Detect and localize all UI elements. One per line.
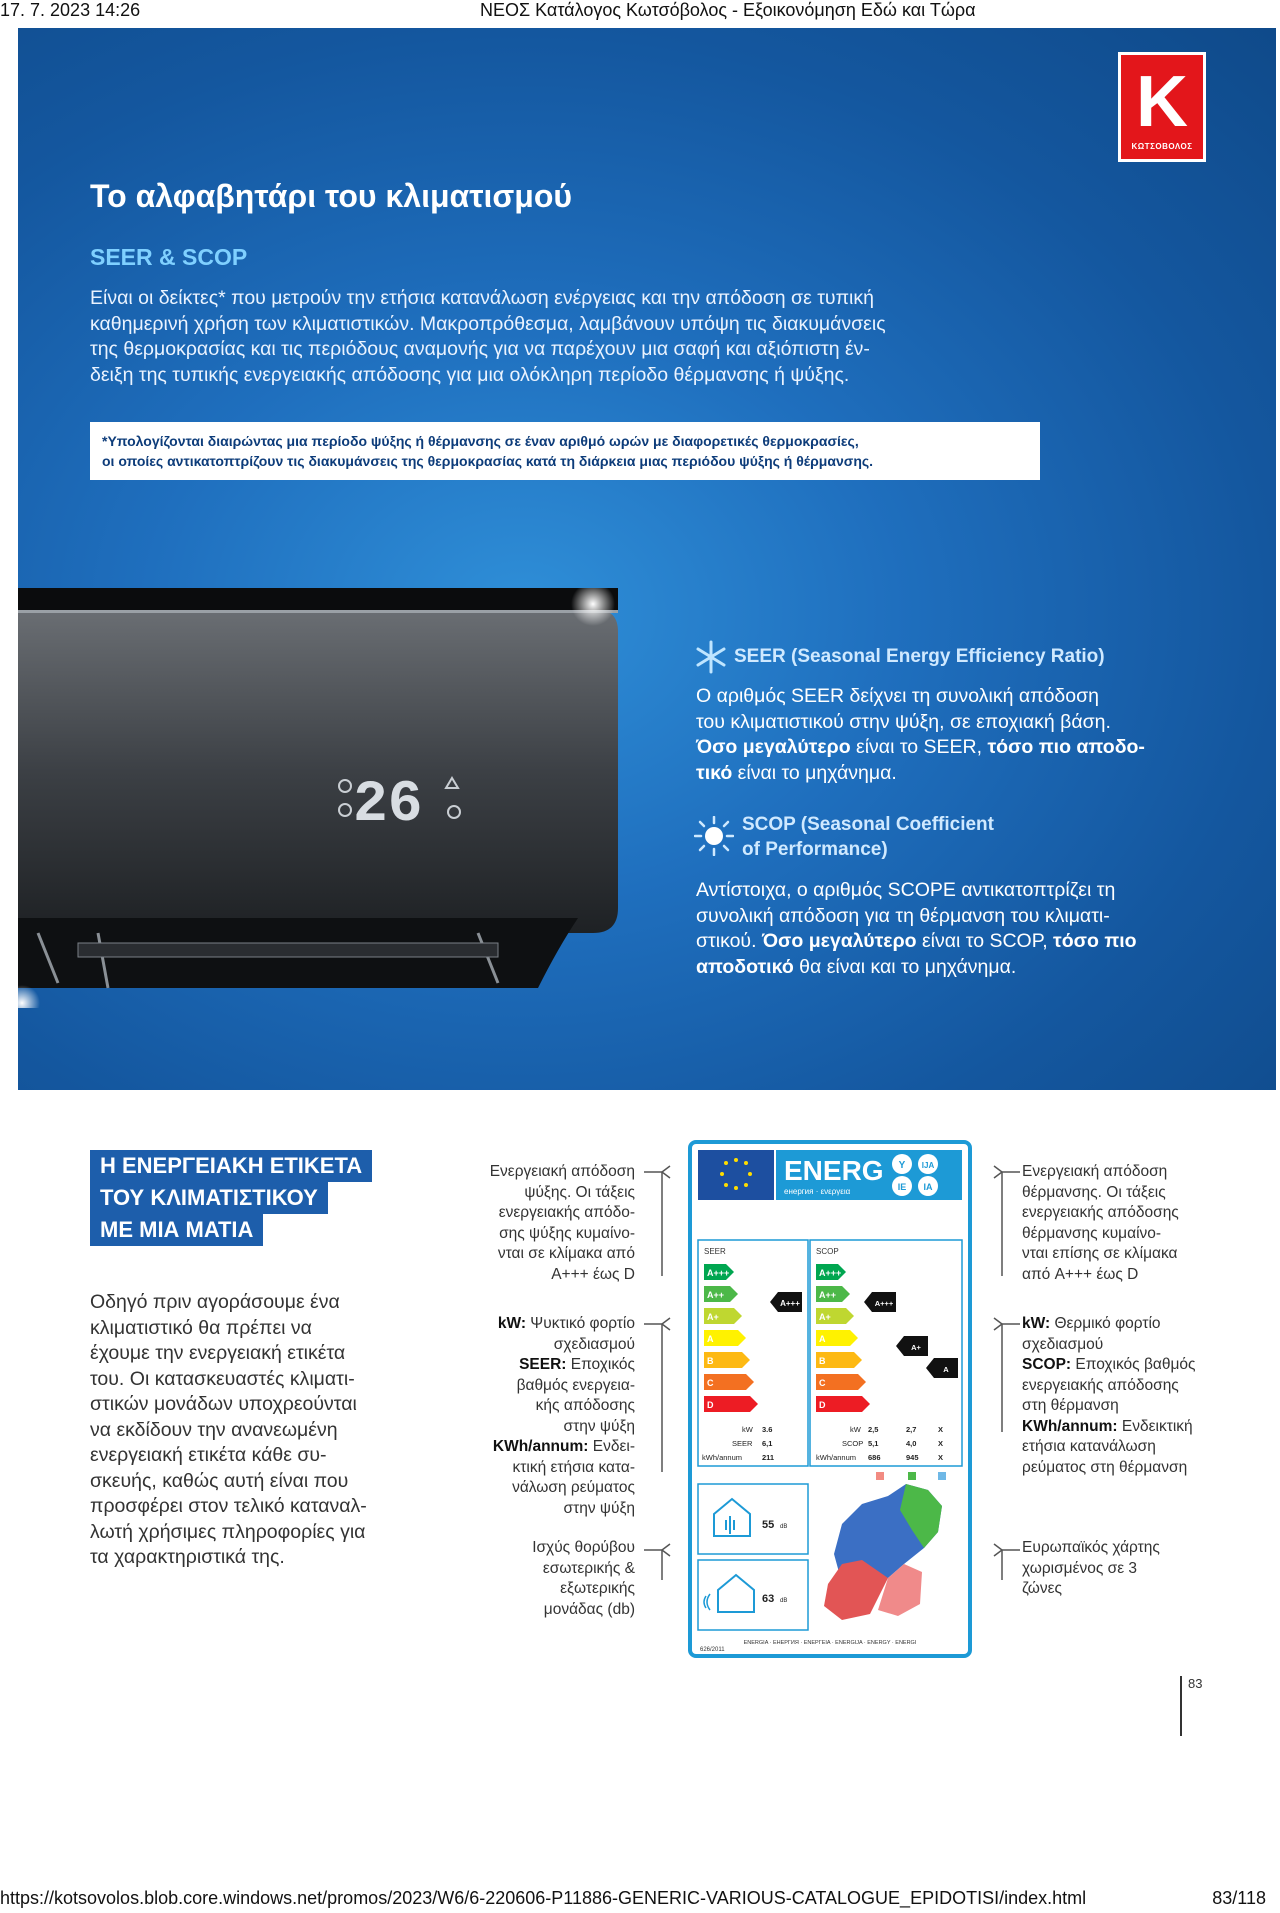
logo-brand: ΚΩΤΣΟΒΟΛΟΣ — [1131, 142, 1193, 151]
ann-line — [1022, 1314, 1227, 1335]
seer-class-label: A+++ — [707, 1268, 730, 1278]
ann-line: εξωτερικής — [560, 1580, 635, 1597]
intro-line: στικών μονάδων υποχρεούνται — [90, 1393, 357, 1415]
annotation-heating-class — [1022, 1162, 1227, 1285]
seer-kwh: 211 — [762, 1453, 775, 1462]
ann-text: Ενδεικτική — [1117, 1417, 1193, 1435]
annotation-cooling-values — [470, 1314, 635, 1519]
ann-line: ψύξης. Οι τάξεις — [524, 1183, 635, 1201]
badge: IA — [923, 1182, 933, 1192]
ann-line: νάλωση ρεύματος — [512, 1479, 635, 1496]
scop-scop: X — [938, 1439, 944, 1448]
ann-line: στην ψύξη — [563, 1417, 635, 1435]
sun-icon — [694, 816, 734, 856]
ann-bold: kW: — [497, 1315, 526, 1332]
badge: IE — [897, 1182, 907, 1192]
hero-body-line: της θερμοκρασίας και τις περιόδους αναμονής για να παρέχουν μια σαφή και αξιόπιστη έν- — [90, 338, 870, 360]
scop-bold: τόσο πιο — [1053, 930, 1137, 952]
print-datetime: 17. 7. 2023 14:26 — [0, 0, 141, 20]
seer-kw-label: kW — [742, 1425, 753, 1434]
seer-class-label: A+ — [707, 1312, 719, 1322]
scop-class-label: A++ — [819, 1290, 837, 1300]
scop-bold: αποδοτικό — [696, 955, 794, 978]
sound-waves-icon — [704, 1594, 710, 1610]
heading-line: ΤΟΥ ΚΛΙΜΑΤΙΣΤΙΚΟΥ — [90, 1182, 328, 1214]
seer-seer-label: SEER — [732, 1439, 753, 1448]
right-annotation-brackets — [984, 1160, 1024, 1580]
snowflake-icon — [694, 640, 728, 674]
scop-values — [816, 1425, 943, 1462]
ann-bold: KWh/annum: — [1022, 1417, 1118, 1435]
energy-label-intro — [90, 1290, 440, 1571]
ann-line: εσωτερικής & — [542, 1559, 635, 1577]
seer-body-line — [696, 761, 1196, 787]
seer-body-line: Ο αριθμός SEER δείχνει τη συνολική απόδοση — [696, 685, 1099, 707]
page-number: 83 — [1188, 1676, 1203, 1691]
energ-sub: енергия · ενεργεια — [784, 1187, 851, 1196]
indoor-db: 55 — [762, 1519, 775, 1531]
ann-line: από A+++ έως D — [1022, 1265, 1139, 1283]
scop-bold: Όσο μεγαλύτερο — [761, 930, 917, 952]
ann-line: ενεργειακής απόδο- — [498, 1204, 635, 1221]
seer-body — [696, 684, 1196, 786]
indoor-house-icon — [714, 1499, 750, 1536]
hero-body-line: δειξη της τυπικής ενεργειακής απόδοσης για μια ολόκληρη περίοδο θέρμανσης ή ψύξης. — [90, 363, 850, 386]
scop-body-line: συνολική απόδοση για τη θέρμανση του κλιματι- — [696, 904, 1110, 927]
ann-line: κής απόδοσης — [535, 1397, 635, 1414]
print-title: ΝΕΟΣ Κατάλογος Κωτσόβολος - Εξοικονόμηση Εδώ και Τώρα — [480, 0, 976, 20]
intro-line: σκευής, καθώς αυτή είναι που — [90, 1469, 349, 1492]
speaker-icon — [726, 1516, 734, 1534]
ann-line: A+++ έως D — [551, 1265, 635, 1283]
ann-line: σχεδιασμού — [553, 1335, 635, 1353]
scop-body-line: Αντίστοιχα, ο αριθμός SCOPE αντικατοπτρίζει τη — [696, 879, 1116, 901]
seer-heading: SEER (Seasonal Energy Efficiency Ratio) — [734, 646, 1105, 667]
ann-bold: KWh/annum: — [492, 1438, 589, 1455]
ann-line: κτική ετήσια κατα- — [512, 1458, 635, 1476]
scop-kwh: 686 — [868, 1453, 881, 1462]
seer-class-label: C — [707, 1378, 714, 1388]
ann-line — [1022, 1355, 1227, 1376]
left-annotation-brackets — [640, 1160, 680, 1580]
seer-rating: A+++ — [780, 1299, 800, 1308]
scop-class-label: C — [819, 1378, 826, 1388]
ann-line: σχεδιασμού — [1022, 1335, 1104, 1353]
outdoor-house-icon — [718, 1575, 754, 1612]
scop-rating-arrow — [926, 1358, 958, 1378]
ann-line: νται σε κλίμακα από — [497, 1245, 635, 1262]
ann-line: χωρισμένος σε 3 — [1022, 1559, 1138, 1577]
seer-class-label: A++ — [707, 1290, 725, 1300]
ann-line: σης ψύξης κυμαίνο- — [499, 1224, 635, 1242]
scop-kwh: X — [938, 1453, 944, 1462]
scop-class-label: A+ — [819, 1312, 831, 1322]
seer-body-line — [696, 735, 1196, 761]
scop-kwh-label: kWh/annum — [816, 1453, 857, 1462]
intro-line: προσφέρει στον τελικό καταναλ- — [90, 1495, 367, 1517]
hero-title: Το αλφαβητάρι του κλιματισμού — [90, 178, 573, 214]
scop-body-line — [696, 955, 1206, 981]
seer-body-line: του κλιματιστικού στην ψύξη, σε εποχιακή βάση. — [696, 710, 1111, 733]
scop-class-scale — [816, 1264, 870, 1412]
ann-line: νται επίσης σε κλίμακα — [1022, 1245, 1178, 1262]
intro-line: κλιματιστικό θα πρέπει να — [90, 1316, 312, 1339]
scop-text: θα είναι και το μηχάνημα. — [793, 955, 1017, 978]
scop-kw: 2,7 — [906, 1425, 917, 1434]
footnote-line: οι οποίες αντικατοπτρίζουν τις διακυμάνσεις της θερμοκρασίας κατά τη διάρκεια μιας περιόδου ψύξης ή θέρμανσης. — [102, 453, 874, 469]
badge: IJA — [921, 1161, 935, 1170]
eu-climate-map — [824, 1484, 942, 1620]
db-unit: dB — [780, 1524, 788, 1530]
ann-line: ενεργειακής απόδοσης — [1022, 1376, 1179, 1394]
scop-kwh: 945 — [906, 1453, 919, 1462]
seer-tag: SEER — [704, 1247, 726, 1256]
seer-bold: Όσο μεγαλύτερο — [696, 736, 851, 758]
ann-line: Ισχύς θορύβου — [532, 1539, 635, 1556]
ann-line — [470, 1437, 635, 1458]
scop-kw-label: kW — [850, 1425, 861, 1434]
ann-text: Ενδει- — [588, 1438, 635, 1455]
intro-line: έχουμε την ενεργειακή ετικέτα — [90, 1342, 346, 1364]
ann-text: Εποχικός — [566, 1356, 635, 1373]
seer-kwh-label: kWh/annum — [702, 1453, 743, 1462]
ac-display-temperature: 26 — [353, 773, 423, 838]
annotation-cooling-class — [470, 1162, 635, 1285]
regulation-number: 626/2011 — [700, 1647, 725, 1653]
outdoor-db: 63 — [762, 1593, 775, 1605]
ann-bold: SEER: — [519, 1356, 567, 1373]
heading-line: ΜΕ ΜΙΑ ΜΑΤΙΑ — [90, 1214, 263, 1246]
scop-heading — [742, 812, 994, 862]
intro-line: να εκδίδουν την ανανεωμένη — [90, 1418, 338, 1441]
energy-label — [688, 1140, 972, 1658]
ann-line: Ενεργειακή απόδοση — [489, 1163, 635, 1180]
annotation-noise — [470, 1538, 635, 1620]
scop-heading-line: SCOP (Seasonal Coefficient — [742, 814, 994, 835]
intro-line: τα χαρακτηριστικά της. — [90, 1546, 285, 1568]
label-footer-words: ENERGIA · ЕНЕРГИЯ · ΕΝΕΡΓΕΙΑ · ENERGIJA · ENERGY · ENERGI — [743, 1640, 917, 1646]
heading-line: Η ΕΝΕΡΓΕΙΑΚΗ ΕΤΙΚΕΤΑ — [90, 1150, 372, 1182]
annotation-eu-map — [1022, 1538, 1227, 1600]
hero-body-line: καθημερινή χρήση των κλιματιστικών. Μακροπρόθεσμα, λαμβάνουν υπόψη τις διακυμάνσεις — [90, 312, 886, 335]
intro-line: λωτή χρήσιμες πληροφορίες για — [90, 1520, 366, 1543]
page-number-rule — [1180, 1676, 1182, 1736]
scop-scop: 4,0 — [906, 1439, 917, 1448]
ann-bold: kW: — [1022, 1315, 1051, 1332]
annotation-heating-values — [1022, 1314, 1227, 1478]
ann-line: βαθμός ενεργεια- — [516, 1376, 635, 1394]
air-conditioner-illustration — [18, 588, 618, 1008]
scop-rating: A+++ — [874, 1299, 894, 1308]
ann-line: μονάδας (db) — [543, 1600, 635, 1618]
scop-class-label: A+++ — [819, 1268, 842, 1278]
seer-text: είναι το SEER, — [850, 736, 988, 758]
scop-heading-line: of Performance) — [742, 839, 888, 860]
seer-values — [702, 1425, 774, 1462]
seer-class-label: D — [707, 1400, 714, 1410]
scop-rating: A — [943, 1365, 949, 1374]
footnote-box — [90, 422, 1040, 480]
scop-scop: 5,1 — [868, 1439, 879, 1448]
ann-line: θέρμανσης κυμαίνο- — [1022, 1224, 1162, 1242]
seer-text: είναι το μηχάνημα. — [732, 761, 897, 784]
ann-text: Εποχικός βαθμός — [1071, 1356, 1196, 1373]
print-header — [0, 0, 1280, 22]
hero-body-line: Είναι οι δείκτες* που μετρούν την ετήσια κατανάλωση ενέργειας και την απόδοση σε τυπική — [90, 287, 874, 309]
ann-line: ενεργειακής απόδοσης — [1022, 1204, 1179, 1221]
energ-text: ENERG — [784, 1155, 884, 1186]
ann-line: ζώνες — [1022, 1580, 1063, 1597]
hero-body — [90, 286, 1050, 388]
seer-kw: 3.6 — [762, 1425, 773, 1434]
intro-line: Οδηγό πριν αγοράσουμε ένα — [90, 1291, 340, 1313]
scop-rating: A+ — [911, 1343, 921, 1352]
footnote-line: *Υπολογίζονται διαιρώντας μια περίοδο ψύξης ή θέρμανσης σε έναν αριθμό ωρών με διαφορετικές θερμοκρασίες, — [102, 433, 859, 449]
hero-subtitle: SEER & SCOP — [90, 244, 248, 270]
ann-text: Ψυκτικό φορτίο — [526, 1315, 635, 1332]
seer-seer: 6,1 — [762, 1439, 773, 1448]
ann-line: θέρμανσης. Οι τάξεις — [1022, 1183, 1166, 1201]
kotsovolos-logo — [1118, 52, 1206, 162]
logo-letter: K — [1136, 62, 1188, 142]
db-unit: dB — [780, 1598, 788, 1604]
scop-kw: 2,5 — [868, 1425, 879, 1434]
scop-class-label: B — [819, 1356, 826, 1366]
ann-line — [1022, 1417, 1227, 1438]
seer-class-label: B — [707, 1356, 714, 1366]
scop-body-line — [696, 929, 1206, 955]
ann-line: ετήσια κατανάλωση — [1022, 1438, 1156, 1455]
scop-scop-label: SCOP — [842, 1439, 864, 1448]
ann-line: ρεύματος στη θέρμανση — [1022, 1458, 1188, 1476]
seer-bold: τικό — [696, 761, 733, 784]
ann-line: Ενεργειακή απόδοση — [1022, 1163, 1168, 1180]
badge: Y — [898, 1160, 906, 1171]
ann-line: στη θέρμανση — [1022, 1397, 1119, 1414]
ann-text: Θερμικό φορτίο — [1050, 1315, 1161, 1332]
scop-body — [696, 878, 1206, 980]
print-footer — [0, 1888, 1280, 1912]
scop-text: είναι το SCOP, — [916, 930, 1054, 952]
seer-bold: τόσο πιο αποδο- — [987, 736, 1145, 758]
intro-line: ενεργειακή ετικέτα κάθε συ- — [90, 1444, 327, 1466]
energy-label-graphic — [692, 1144, 968, 1654]
ann-line: Ευρωπαϊκός χάρτης — [1022, 1539, 1160, 1556]
scop-tag: SCOP — [816, 1247, 839, 1256]
scop-class-label: D — [819, 1400, 826, 1410]
intro-line: του. Οι κατασκευαστές κλιματι- — [90, 1367, 355, 1390]
seer-class-label: A — [707, 1334, 714, 1344]
print-page-count: 83/118 — [1212, 1888, 1266, 1908]
energy-label-heading — [90, 1150, 372, 1246]
print-url: https://kotsovolos.blob.core.windows.net/promos/2023/W6/6-220606-P11886-GENERIC-VARIOUS-CATALOGUE_EPIDOTISI/index.html — [0, 1888, 1087, 1908]
ann-line: στην ψύξη — [563, 1499, 635, 1517]
scop-kw: X — [938, 1425, 944, 1434]
ann-line — [470, 1314, 635, 1335]
ann-line — [470, 1355, 635, 1376]
eu-flag — [698, 1150, 774, 1200]
scop-class-label: A — [819, 1334, 826, 1344]
seer-class-scale — [704, 1264, 758, 1412]
scop-text: στικού. — [696, 930, 762, 952]
ann-bold: SCOP: — [1022, 1356, 1072, 1373]
